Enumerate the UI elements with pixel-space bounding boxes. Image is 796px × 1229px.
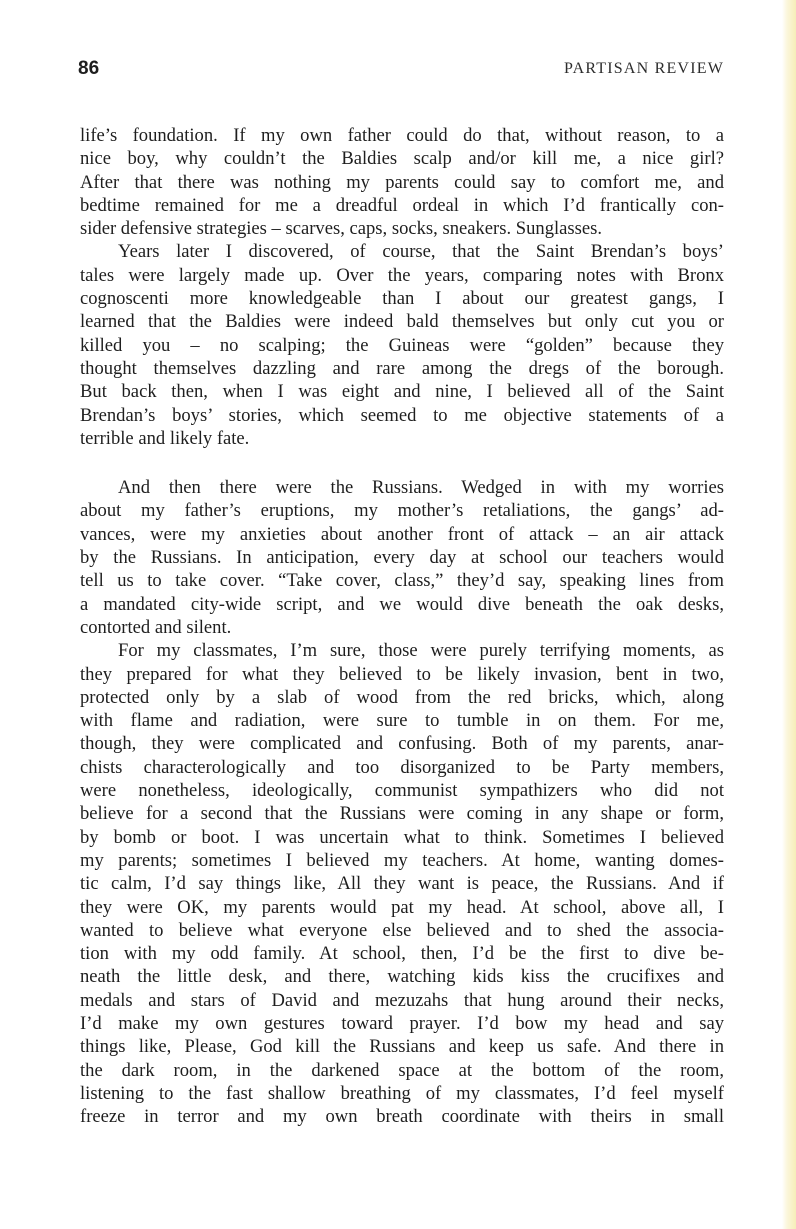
- paragraph-2: [80, 240, 724, 450]
- text-line: believe for a second that the Russians were coming in any shape or form,: [80, 803, 724, 825]
- text-line: sider defensive strategies – scarves, caps, socks, sneakers. Sunglasses.: [80, 218, 603, 240]
- text-line: neath the little desk, and there, watching kids kiss the crucifixes and: [80, 966, 724, 988]
- journal-title: PARTISAN REVIEW: [563, 60, 724, 77]
- text-line: they prepared for what they believed to be likely invasion, bent in two,: [80, 663, 724, 685]
- text-line: chists characterologically and too disorganized to be Party members,: [80, 756, 724, 778]
- text-line: with flame and radiation, were sure to tumble in on them. For me,: [80, 710, 724, 732]
- text-line: tion with my odd family. At school, then, I’d be the first to dive be-: [80, 943, 724, 965]
- body-text: [80, 124, 724, 1128]
- text-line: though, they were complicated and confusing. Both of my parents, anar-: [80, 733, 724, 755]
- page-edge: [782, 0, 796, 1229]
- text-line: And then there were the Russians. Wedged in with my worries: [118, 477, 724, 499]
- text-line: nice boy, why couldn’t the Baldies scalp and/or kill me, a nice girl?: [80, 148, 724, 170]
- text-line: I’d make my own gestures toward prayer. I’d bow my head and say: [80, 1012, 724, 1034]
- text-line: terrible and likely fate.: [80, 427, 250, 449]
- text-line: were nonetheless, ideologically, communist sympathizers who did not: [80, 780, 724, 802]
- text-line: the dark room, in the darkened space at the bottom of the room,: [80, 1059, 724, 1081]
- section-break: [80, 450, 724, 476]
- text-line: by the Russians. In anticipation, every day at school our teachers would: [80, 547, 724, 569]
- text-line: thought themselves dazzling and rare among the dregs of the borough.: [80, 357, 724, 379]
- text-line: tic calm, I’d say things like, All they want is peace, the Russians. And if: [80, 873, 724, 895]
- paragraph-1: [80, 124, 724, 240]
- text-line: Years later I discovered, of course, that the Saint Brendan’s boys’: [118, 241, 724, 263]
- text-line: freeze in terror and my own breath coordinate with theirs in small: [80, 1106, 724, 1128]
- text-line: tales were largely made up. Over the years, comparing notes with Bronx: [80, 264, 724, 286]
- text-line: For my classmates, I’m sure, those were purely terrifying moments, as: [118, 640, 724, 662]
- text-line: medals and stars of David and mezuzahs that hung around their necks,: [80, 989, 724, 1011]
- text-line: cognoscenti more knowledgeable than I about our greatest gangs, I: [80, 288, 724, 310]
- text-line: After that there was nothing my parents could say to comfort me, and: [80, 171, 724, 193]
- text-line: protected only by a slab of wood from the red bricks, which, along: [80, 686, 724, 708]
- text-line: wanted to believe what everyone else believed and to shed the associa-: [80, 919, 724, 941]
- text-line: they were OK, my parents would pat my head. At school, above all, I: [80, 896, 724, 918]
- text-line: Brendan’s boys’ stories, which seemed to me objective statements of a: [80, 404, 724, 426]
- text-line: life’s foundation. If my own father could do that, without reason, to a: [80, 125, 724, 146]
- text-line: vances, were my anxieties about another front of attack – an air attack: [80, 523, 724, 545]
- text-line: contorted and silent.: [80, 616, 232, 638]
- text-line: by bomb or boot. I was uncertain what to think. Sometimes I believed: [80, 826, 724, 848]
- text-line: things like, Please, God kill the Russians and keep us safe. And there in: [80, 1036, 724, 1058]
- text-line: killed you – no scalping; the Guineas were “golden” because they: [80, 334, 724, 356]
- running-head: [78, 58, 724, 88]
- page-number: 86: [78, 58, 100, 79]
- text-line: But back then, when I was eight and nine, I believed all of the Saint: [80, 381, 724, 403]
- text-line: about my father’s eruptions, my mother’s retaliations, the gangs’ ad-: [80, 500, 724, 522]
- text-line: listening to the fast shallow breathing of my classmates, I’d feel myself: [80, 1082, 724, 1104]
- text-line: my parents; sometimes I believed my teachers. At home, wanting domes-: [80, 849, 724, 871]
- text-line: tell us to take cover. “Take cover, class,” they’d say, speaking lines from: [80, 570, 724, 592]
- text-line: learned that the Baldies were indeed bald themselves but only cut you or: [80, 311, 724, 333]
- paragraph-4: [80, 639, 724, 1128]
- paragraph-3: [80, 476, 724, 639]
- text-line: bedtime remained for me a dreadful ordeal in which I’d frantically con-: [80, 194, 724, 216]
- text-line: a mandated city-wide script, and we would dive beneath the oak desks,: [80, 593, 724, 615]
